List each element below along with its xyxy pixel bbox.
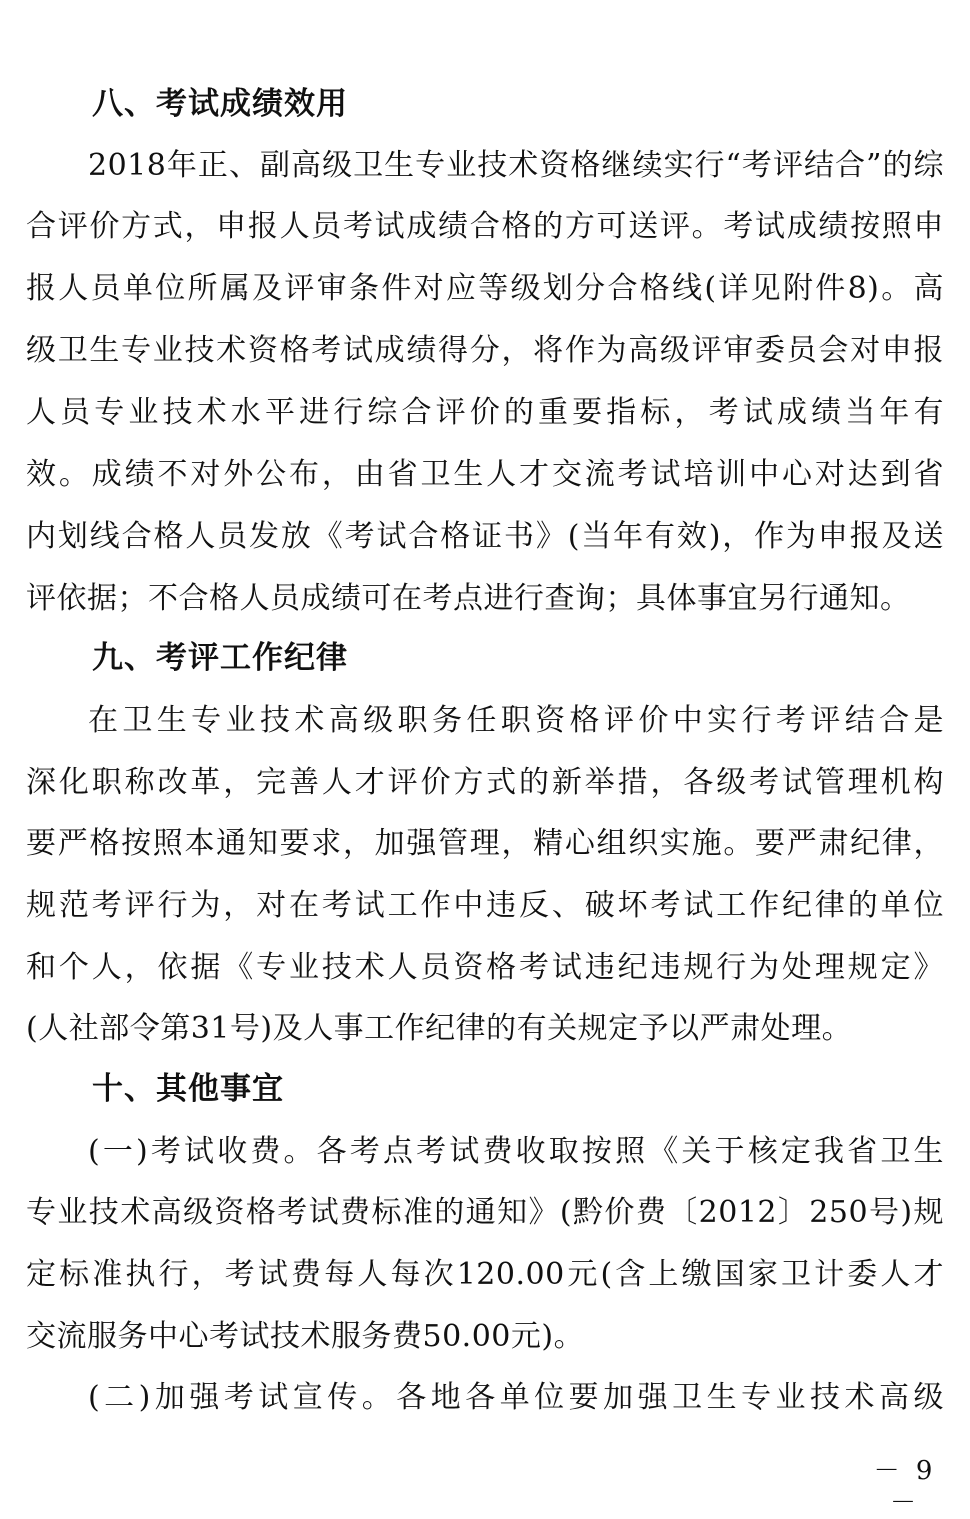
page-number: － 9 － [873, 1456, 937, 1518]
paragraph-line: 评依据；不合格人员成绩可在考点进行查询；具体事宜另行通知。 [26, 581, 911, 616]
paragraph-line: (一)考试收费。各考点考试费收取按照《关于核定我省卫生 [88, 1134, 944, 1169]
paragraph-line: 要严格按照本通知要求，加强管理，精心组织实施。要严肃纪律， [26, 826, 944, 861]
paragraph-line: 深化职称改革，完善人才评价方式的新举措，各级考试管理机构 [26, 765, 944, 800]
paragraph-line: 效。成绩不对外公布，由省卫生人才交流考试培训中心对达到省 [26, 457, 944, 492]
paragraph-line: 在卫生专业技术高级职务任职资格评价中实行考评结合是 [88, 703, 944, 738]
paragraph-line: 内划线合格人员发放《考试合格证书》(当年有效)，作为申报及送 [26, 519, 944, 554]
paragraph-line: 交流服务中心考试技术服务费50.00元)。 [26, 1319, 585, 1354]
paragraph-line: 规范考评行为，对在考试工作中违反、破坏考试工作纪律的单位 [26, 888, 944, 923]
paragraph-line: 报人员单位所属及评审条件对应等级划分合格线(详见附件8)。高 [26, 271, 944, 306]
paragraph-line: 人员专业技术水平进行综合评价的重要指标，考试成绩当年有 [26, 395, 944, 430]
section-heading-9: 九、考评工作纪律 [92, 640, 348, 676]
paragraph-line: 定标准执行，考试费每人每次120.00元(含上缴国家卫计委人才 [26, 1257, 944, 1292]
paragraph-line: 合评价方式，申报人员考试成绩合格的方可送评。考试成绩按照申 [26, 209, 944, 244]
section-heading-8: 八、考试成绩效用 [92, 86, 348, 122]
paragraph-line: 专业技术高级资格考试费标准的通知》(黔价费〔2012〕250号)规 [26, 1195, 944, 1230]
paragraph-line: 和个人，依据《专业技术人员资格考试违纪违规行为处理规定》 [26, 950, 944, 985]
paragraph-line: 级卫生专业技术资格考试成绩得分，将作为高级评审委员会对申报 [26, 333, 944, 368]
section-heading-10: 十、其他事宜 [92, 1071, 284, 1107]
paragraph-line: (人社部令第31号)及人事工作纪律的有关规定予以严肃处理。 [26, 1011, 853, 1046]
paragraph-line: (二)加强考试宣传。各地各单位要加强卫生专业技术高级 [88, 1380, 944, 1415]
paragraph-line: 2018年正、副高级卫生专业技术资格继续实行“考评结合”的综 [88, 148, 944, 183]
